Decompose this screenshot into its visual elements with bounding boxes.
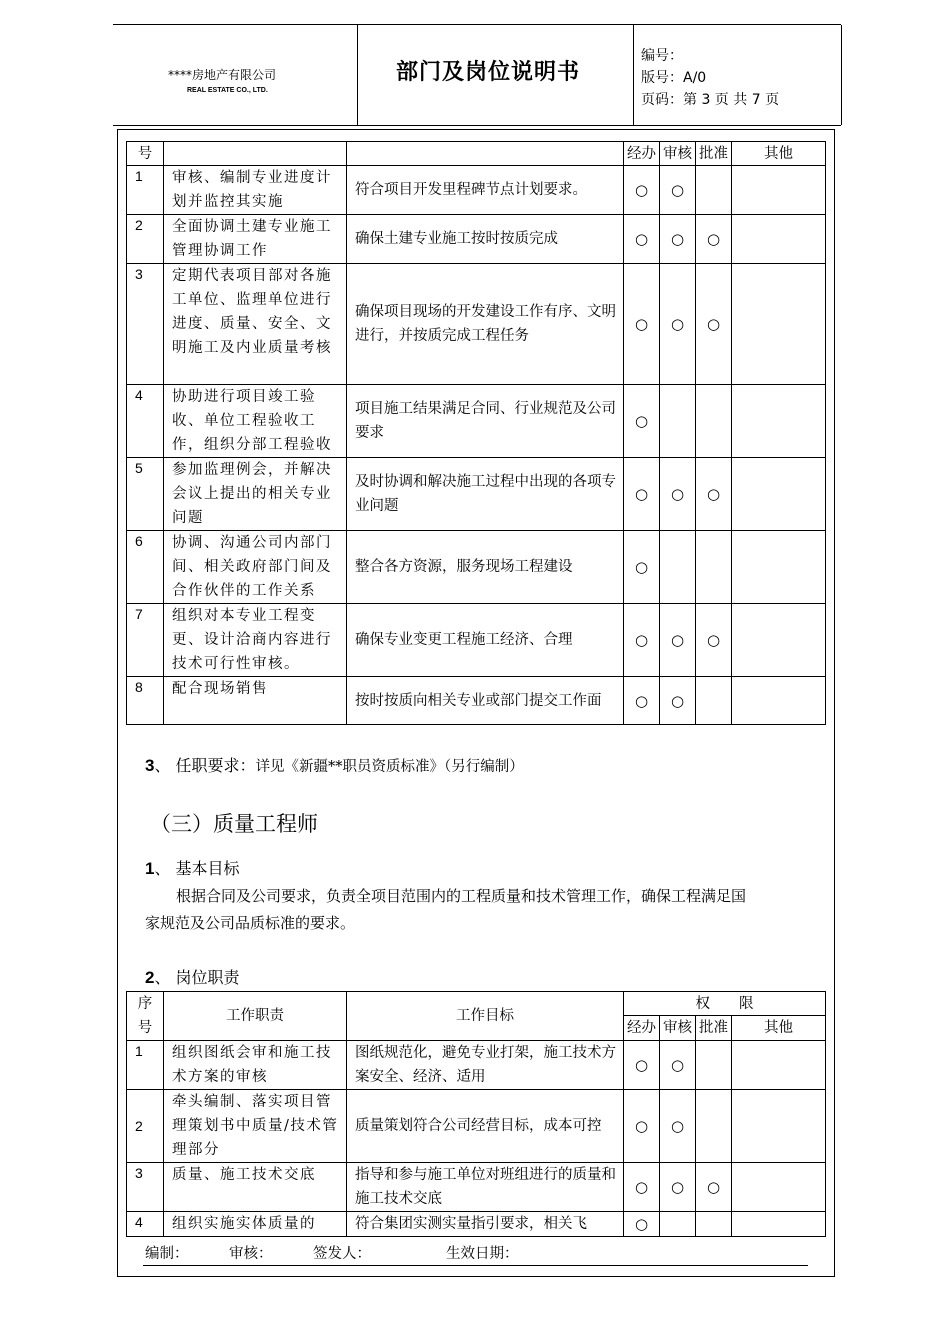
requirements-title: 、 任职要求： <box>154 756 256 775</box>
mark-review <box>660 531 696 604</box>
row-num: 2 <box>127 215 164 264</box>
row-num: 4 <box>127 1212 164 1237</box>
mark-other <box>732 215 826 264</box>
mark-review: ○ <box>660 1163 696 1212</box>
basic-goal-num: 1 <box>145 859 155 878</box>
basic-goal-body-line2: 家规范及公司品质标准的要求。 <box>145 914 356 932</box>
duties-num: 2 <box>145 968 155 987</box>
mark-review: ○ <box>660 1041 696 1090</box>
row-goal: 确保专业变更工程施工经济、合理 <box>347 604 624 677</box>
requirements-heading <box>145 753 524 776</box>
row-duty: 牵头编制、落实项目管理策划书中质量/技术管理部分 <box>164 1090 347 1163</box>
mark-other <box>732 1212 826 1237</box>
mark-approve <box>696 1090 732 1163</box>
duties-heading <box>145 965 240 988</box>
mark-handle: ○ <box>624 166 660 215</box>
basic-goal-body-line1: 根据合同及公司要求，负责全项目范围内的工程质量和技术管理工作，确保工程满足国 <box>176 887 747 905</box>
requirements-num: 3 <box>145 756 155 775</box>
table-row <box>127 1041 826 1090</box>
row-goal: 符合集团实测实量指引要求，相关飞 <box>347 1212 624 1237</box>
row-duty: 协调、沟通公司内部门间、相关政府部门间及合作伙伴的工作关系 <box>164 531 347 604</box>
company-name-en: REAL ESTATE CO., LTD. <box>187 87 268 94</box>
mark-review: ○ <box>660 166 696 215</box>
row-goal: 确保项目现场的开发建设工作有序、文明进行，并按质完成工程任务 <box>347 264 624 385</box>
quality-duties-table <box>126 991 826 1237</box>
row-goal: 按时按质向相关专业或部门提交工作面 <box>347 677 624 725</box>
header-goal <box>347 142 624 166</box>
header-handle: 经办 <box>624 142 660 166</box>
table-row <box>127 458 826 531</box>
mark-review <box>660 1212 696 1237</box>
row-num: 7 <box>127 604 164 677</box>
table-row <box>127 1090 826 1163</box>
row-duty: 配合现场销售 <box>164 677 347 725</box>
row-num: 5 <box>127 458 164 531</box>
header-num-line2: 号 <box>137 1020 153 1036</box>
mark-other <box>732 1163 826 1212</box>
mark-handle: ○ <box>624 1163 660 1212</box>
mark-other <box>732 677 826 725</box>
row-num: 4 <box>127 385 164 458</box>
header-review: 审核 <box>660 142 696 166</box>
mark-handle: ○ <box>624 1041 660 1090</box>
mark-other <box>732 604 826 677</box>
row-duty: 协助进行项目竣工验收、单位工程验收工作，组织分部工程验收 <box>164 385 347 458</box>
row-duty: 组织对本专业工程变更、设计洽商内容进行技术可行性审核。 <box>164 604 347 677</box>
mark-approve <box>696 1041 732 1090</box>
mark-other <box>732 531 826 604</box>
duties-table-continued <box>126 141 826 725</box>
row-duty: 全面协调土建专业施工管理协调工作 <box>164 215 347 264</box>
mark-approve <box>696 166 732 215</box>
header-other: 其他 <box>732 1016 826 1041</box>
mark-handle: ○ <box>624 458 660 531</box>
table-row <box>127 531 826 604</box>
doc-code: 编号： <box>641 48 683 64</box>
row-num: 2 <box>127 1090 164 1163</box>
row-goal: 整合各方资源，服务现场工程建设 <box>347 531 624 604</box>
header-authority: 权 限 <box>624 992 826 1016</box>
row-goal: 及时协调和解决施工过程中出现的各项专业问题 <box>347 458 624 531</box>
row-num: 3 <box>127 264 164 385</box>
mark-approve: ○ <box>696 458 732 531</box>
mark-handle: ○ <box>624 385 660 458</box>
document-header <box>113 24 841 126</box>
mark-approve: ○ <box>696 215 732 264</box>
table-row <box>127 604 826 677</box>
mark-handle: ○ <box>624 215 660 264</box>
mark-review: ○ <box>660 604 696 677</box>
header-divider <box>357 25 358 125</box>
header-review: 审核 <box>660 1016 696 1041</box>
row-num: 6 <box>127 531 164 604</box>
header-handle: 经办 <box>624 1016 660 1041</box>
requirements-text: 详见《新疆**职员资质标准》（另行编制） <box>255 759 524 775</box>
mark-review <box>660 385 696 458</box>
basic-goal-title: 、 基本目标 <box>154 859 240 878</box>
table-row <box>127 166 826 215</box>
footer-reviewed: 审核： <box>229 1246 273 1262</box>
header-divider <box>633 25 634 125</box>
row-goal: 确保土建专业施工按时按质完成 <box>347 215 624 264</box>
row-goal: 图纸规范化，避免专业打架，施工技术方案安全、经济、适用 <box>347 1041 624 1090</box>
table-row <box>127 264 826 385</box>
mark-review: ○ <box>660 264 696 385</box>
header-duty <box>164 142 347 166</box>
row-goal: 项目施工结果满足合同、行业规范及公司要求 <box>347 385 624 458</box>
row-goal: 指导和参与施工单位对班组进行的质量和施工技术交底 <box>347 1163 624 1212</box>
row-duty: 定期代表项目部对各施工单位、监理单位进行进度、质量、安全、文明施工及内业质量考核 <box>164 264 347 385</box>
header-divider <box>841 25 842 125</box>
mark-review: ○ <box>660 215 696 264</box>
mark-handle: ○ <box>624 1212 660 1237</box>
mark-approve <box>696 1212 732 1237</box>
mark-approve <box>696 677 732 725</box>
row-num: 8 <box>127 677 164 725</box>
table-header-row <box>127 142 826 166</box>
row-duty: 参加监理例会，并解决会议上提出的相关专业问题 <box>164 458 347 531</box>
mark-approve: ○ <box>696 1163 732 1212</box>
mark-other <box>732 166 826 215</box>
table-row <box>127 385 826 458</box>
section-title: （三）质量工程师 <box>150 812 318 836</box>
footer-compiled: 编制： <box>145 1246 189 1262</box>
mark-handle: ○ <box>624 677 660 725</box>
doc-version: 版号：A/0 <box>641 70 707 86</box>
header-other: 其他 <box>732 142 826 166</box>
row-duty: 质量、施工技术交底 <box>164 1163 347 1212</box>
row-duty: 审核、编制专业进度计划并监控其实施 <box>164 166 347 215</box>
header-duty: 工作职责 <box>164 992 347 1041</box>
page-number: 页码：第 3 页 共 7 页 <box>641 92 780 108</box>
basic-goal-heading <box>145 856 240 879</box>
footer-issuer: 签发人： <box>313 1246 371 1262</box>
mark-approve <box>696 385 732 458</box>
row-duty: 组织图纸会审和施工技术方案的审核 <box>164 1041 347 1090</box>
mark-review: ○ <box>660 677 696 725</box>
header-goal: 工作目标 <box>347 992 624 1041</box>
table-row <box>127 215 826 264</box>
mark-review: ○ <box>660 1090 696 1163</box>
table-row <box>127 1212 826 1237</box>
mark-other <box>732 385 826 458</box>
mark-other <box>732 264 826 385</box>
duties-title: 、 岗位职责 <box>154 968 240 987</box>
table-row <box>127 1163 826 1212</box>
mark-handle: ○ <box>624 1090 660 1163</box>
mark-other <box>732 1041 826 1090</box>
mark-other <box>732 1090 826 1163</box>
header-num-line1: 序 <box>137 996 153 1012</box>
row-num: 1 <box>127 166 164 215</box>
mark-approve: ○ <box>696 604 732 677</box>
row-goal: 符合项目开发里程碑节点计划要求。 <box>347 166 624 215</box>
header-num: 号 <box>127 142 164 166</box>
table-header-row <box>127 992 826 1016</box>
mark-handle: ○ <box>624 264 660 385</box>
mark-review: ○ <box>660 458 696 531</box>
header-approve: 批准 <box>696 142 732 166</box>
row-duty: 组织实施实体质量的 <box>164 1212 347 1237</box>
footer-divider <box>143 1265 808 1266</box>
header-approve: 批准 <box>696 1016 732 1041</box>
footer-effective-date: 生效日期： <box>446 1246 519 1262</box>
mark-approve <box>696 531 732 604</box>
mark-handle: ○ <box>624 604 660 677</box>
table-row <box>127 677 826 725</box>
document-title: 部门及岗位说明书 <box>396 60 581 85</box>
mark-other <box>732 458 826 531</box>
header-num <box>127 992 164 1041</box>
row-num: 3 <box>127 1163 164 1212</box>
row-num: 1 <box>127 1041 164 1090</box>
company-name-cn: ****房地产有限公司 <box>168 68 277 82</box>
row-goal: 质量策划符合公司经营目标，成本可控 <box>347 1090 624 1163</box>
mark-handle: ○ <box>624 531 660 604</box>
mark-approve: ○ <box>696 264 732 385</box>
